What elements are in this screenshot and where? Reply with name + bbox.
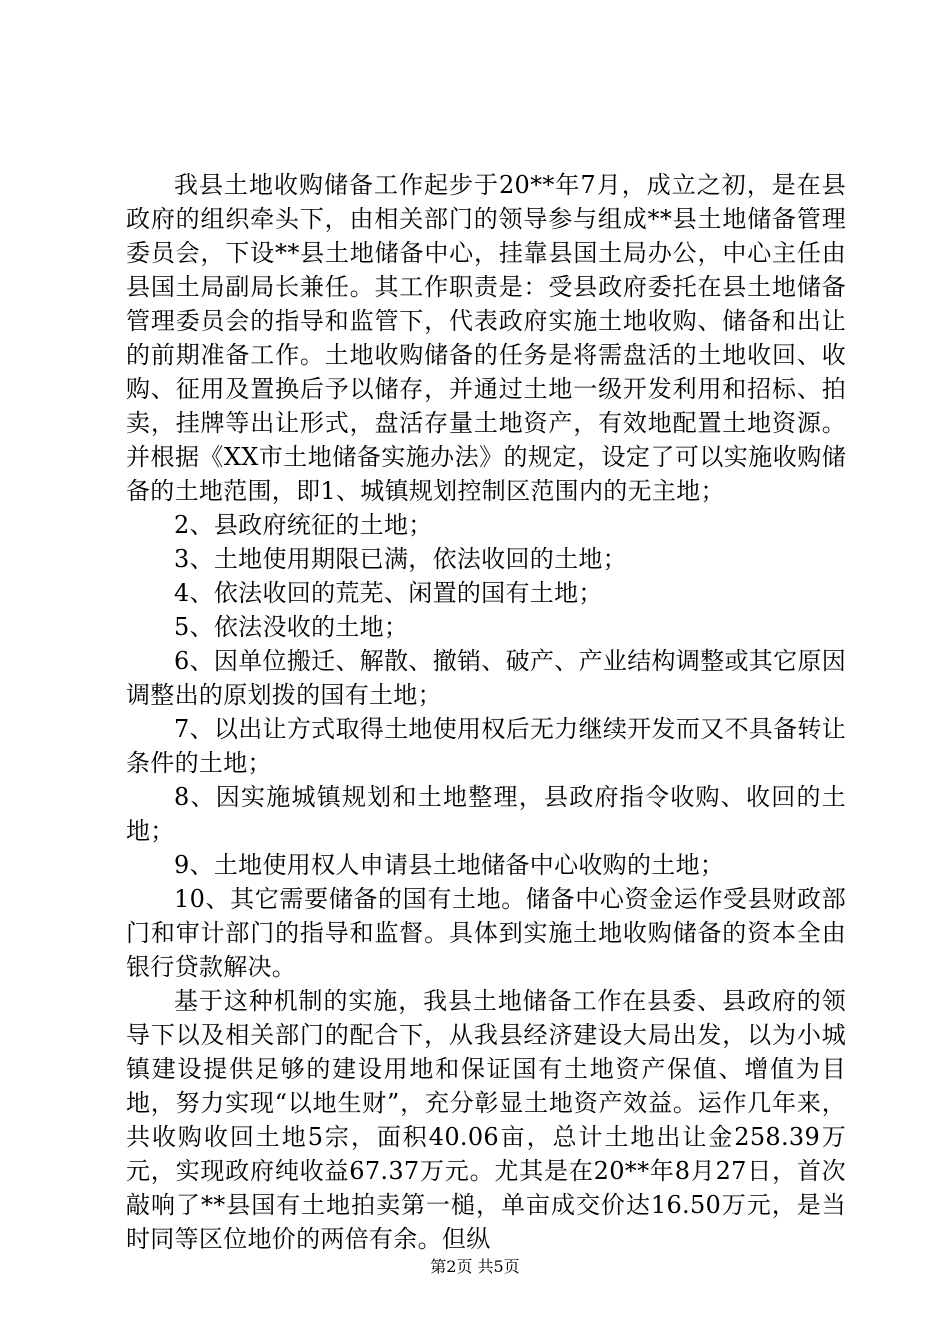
page-number: 第2页 共5页	[430, 1257, 520, 1276]
list-item-8: 8、因实施城镇规划和土地整理，县政府指令收购、收回的土地；	[126, 783, 846, 845]
list-item-6: 6、因单位搬迁、解散、撤销、破产、产业结构调整或其它原因调整出的原划拨的国有土地；	[126, 647, 846, 709]
list-item-7: 7、以出让方式取得土地使用权后无力继续开发而又不具备转让条件的土地；	[126, 715, 846, 777]
paragraph-results: 基于这种机制的实施，我县土地储备工作在县委、县政府的领导下以及相关部门的配合下，从我县经济建设大局出发，以为小城镇建设提供足够的建设用地和保证国有土地资产保值、增值为目地，努力实现“以地生财”，充分彰显土地资产效益。运作几年来，共收购收回土地5宗，面积40.06亩，总计土地出让金258.39万元，实现政府纯收益67.37万元。尤其是在20**年8月27日，首次敲响了**县国有土地拍卖第一槌，单亩成交价达16.50万元，是当时同等区位地价的两倍有余。但纵	[126, 987, 846, 1253]
list-item-9: 9、土地使用权人申请县土地储备中心收购的土地；	[174, 851, 725, 879]
list-item-2: 2、县政府统征的土地；	[174, 511, 433, 539]
list-item-4: 4、依法收回的荒芜、闲置的国有土地；	[174, 579, 603, 607]
list-item-3: 3、土地使用期限已满，依法收回的土地；	[174, 545, 627, 573]
body-text	[126, 168, 846, 1256]
list-item-5: 5、依法没收的土地；	[174, 613, 409, 641]
paragraph-intro: 我县土地收购储备工作起步于20**年7月，成立之初，是在县政府的组织牵头下，由相关部门的领导参与组成**县土地储备管理委员会，下设**县土地储备中心，挂靠县国土局办公，中心主任由县国土局副局长兼任。其工作职责是：受县政府委托在县土地储备管理委员会的指导和监管下，代表政府实施土地收购、储备和出让的前期准备工作。土地收购储备的任务是将需盘活的土地收回、收购、征用及置换后予以储存，并通过土地一级开发利用和招标、拍卖，挂牌等出让形式，盘活存量土地资产，有效地配置土地资源。并根据《XX市土地储备实施办法》的规定，设定了可以实施收购储备的土地范围，即1、城镇规划控制区范围内的无主地；	[126, 171, 846, 505]
list-item-10: 10、其它需要储备的国有土地。储备中心资金运作受县财政部门和审计部门的指导和监督。具体到实施土地收购储备的资本全由银行贷款解决。	[126, 885, 846, 981]
